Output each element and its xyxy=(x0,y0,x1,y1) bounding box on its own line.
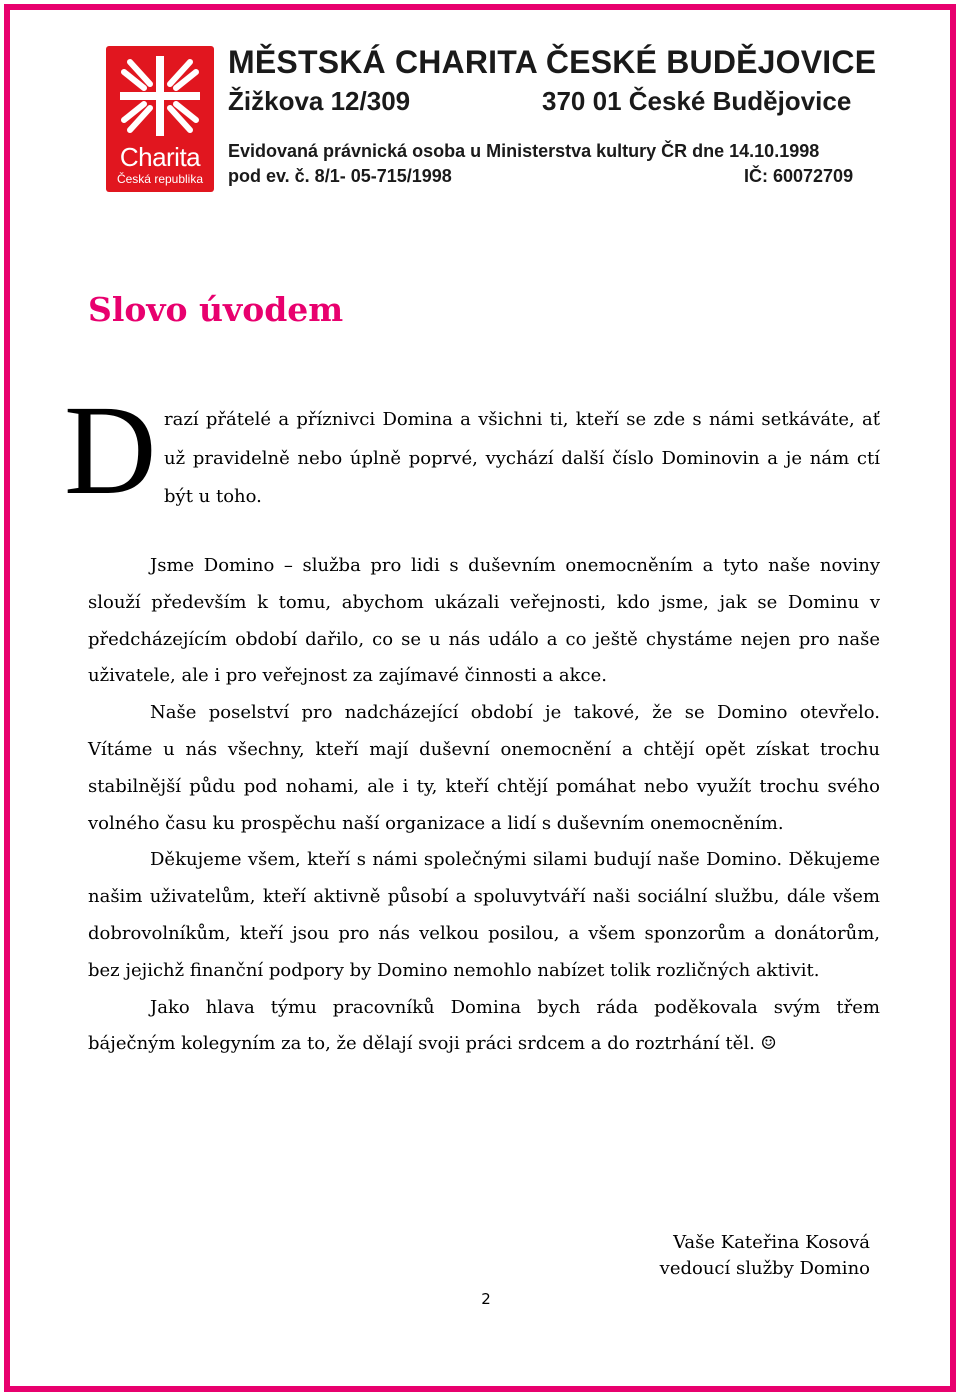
paragraph: Naše poselství pro nadcházející období je takové, že se Domino otevřelo. Vítáme u nás všechny, kteří mají duševní onemocnění a chtějí opět získat trochu stabilnější půdu pod nohami, ale i ty, kteří chtějí pomáhat nebo využít trochu svého volného času ku prospěchu naší organizace a lidí s duševním onemocněním. xyxy=(88,702,880,834)
page xyxy=(4,4,956,1392)
org-name: MĚSTSKÁ CHARITA ČESKÉ BUDĚJOVICE xyxy=(228,44,877,80)
drop-cap: D xyxy=(64,379,157,521)
paragraph: Děkujeme všem, kteří s námi společnými silami budují naše Domino. Děkujeme našim uživatelům, kteří aktivně působí a spoluvytváří naši sociální službu, dále všem dobrovolníkům, kteří jsou pro nás velkou posilou, a všem sponzorům a donátorům, bez jejichž finanční podpory by Domino nemohlo nabízet tolik rozličných aktivit. xyxy=(88,849,880,981)
signature-role: vedoucí služby Domino xyxy=(659,1258,870,1279)
address-street: Žižkova 12/309 xyxy=(228,86,411,116)
signature-name: Vaše Kateřina Kosová xyxy=(673,1232,870,1253)
charita-cross-icon xyxy=(106,46,214,146)
page-title: Slovo úvodem xyxy=(88,290,344,329)
paragraph: Jsme Domino – služba pro lidi s duševním onemocněním a tyto naše noviny slouží především k tomu, abychom ukázali veřejnosti, kdo jsme, jak se Dominu v předcházejícím období dařilo, co se u nás událo a co ještě chystáme nejen pro naše uživatele, ale i pro veřejnost za zajímavé činnosti a akce. xyxy=(88,555,880,687)
page-number: 2 xyxy=(481,1290,491,1308)
logo-word: Charita xyxy=(119,142,201,172)
charita-logo xyxy=(106,46,214,192)
paragraph: Jako hlava týmu pracovníků Domina bych ráda poděkovala svým třem báječným kolegyním za to, že dělají svoji práci srdcem a do roztrhání těl. ☺ xyxy=(88,996,880,1055)
body-text xyxy=(88,548,880,1063)
registration-number: pod ev. č. 8/1- 05-715/1998 xyxy=(228,166,452,186)
registration-line: Evidovaná právnická osoba u Ministerstva kultury ČR dne 14.10.1998 xyxy=(228,141,820,161)
company-id: IČ: 60072709 xyxy=(744,166,854,186)
signature xyxy=(660,1230,870,1282)
intro-paragraph: razí přátelé a příznivci Domina a všichni ti, kteří se zde s námi setkáváte, ať už pravidelně nebo úplně poprvé, vychází další číslo Dominovin a je nám ctí být u toho. xyxy=(164,409,880,507)
address-city: 370 01 České Budějovice xyxy=(542,86,852,116)
logo-country: Česká republika xyxy=(116,172,204,186)
